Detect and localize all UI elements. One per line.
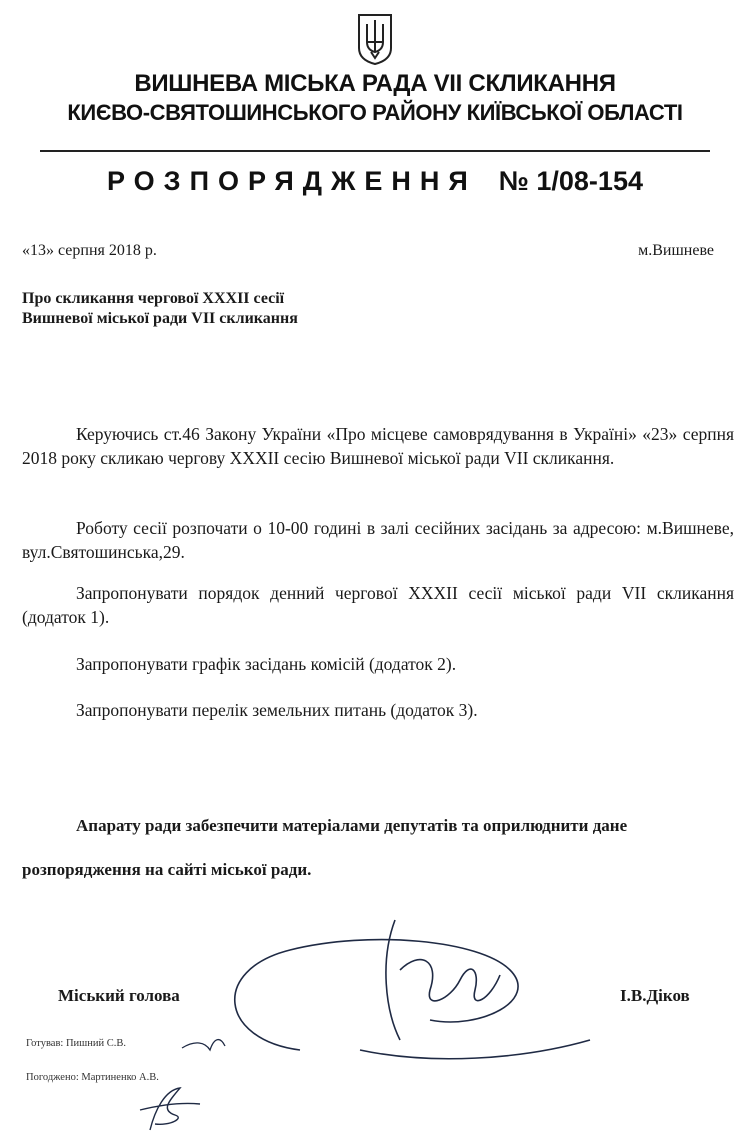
prepared-initials — [180, 1030, 230, 1058]
order-subject — [22, 289, 298, 329]
order-number: № 1/08-154 — [498, 166, 643, 196]
trident-emblem-icon — [356, 12, 394, 66]
body-paragraph-4: Запропонувати графік засідань комісій (додаток 2). — [76, 654, 457, 674]
instruction-line-1: Апарату ради забезпечити матеріалами депутатів та оприлюднити дане — [76, 816, 628, 835]
order-place: м.Вишневе — [638, 242, 714, 259]
body-paragraph-3: Запропонувати порядок денний чергової XXXII сесії міської ради VII скликання (додаток 1). — [22, 583, 734, 627]
subject-line-1: Про скликання чергової XXXII сесії — [22, 290, 285, 307]
header-divider — [40, 150, 710, 152]
body-paragraph-2: Роботу сесії розпочати о 10-00 годині в залі сесійних засідань за адресою: м.Вишневе, вул.Святошинська,29. — [22, 518, 734, 562]
instruction-line-2: розпорядження на сайті міської ради. — [22, 860, 312, 879]
prepared-by: Готував: Пишний С.В. — [26, 1038, 126, 1049]
body-paragraph-1: Керуючись ст.46 Закону України «Про місцеве самоврядування в Україні» «23» серпня 2018 року скликаю чергову XXXII сесію Вишневої міської ради VII скликання. — [22, 424, 734, 468]
agreed-by: Погоджено: Мартиненко А.В. — [26, 1072, 159, 1083]
mayor-title: Міський голова — [58, 986, 180, 1005]
order-date: «13» серпня 2018 р. — [22, 242, 157, 259]
subject-line-2: Вишневої міської ради VII скликання — [22, 310, 298, 327]
council-district: КИЄВО-СВЯТОШИНСЬКОГО РАЙОНУ КИЇВСЬКОЇ ОБЛАСТІ — [67, 100, 683, 125]
mayor-signature — [180, 890, 600, 1080]
body-paragraph-5: Запропонувати перелік земельних питань (додаток 3). — [76, 700, 478, 720]
council-name: ВИШНЕВА МІСЬКА РАДА VII СКЛИКАННЯ — [134, 70, 616, 97]
agreed-signature — [130, 1080, 210, 1136]
mayor-name: І.В.Діков — [620, 986, 690, 1005]
order-title: РОЗПОРЯДЖЕННЯ — [107, 166, 477, 196]
document-title — [0, 166, 750, 197]
